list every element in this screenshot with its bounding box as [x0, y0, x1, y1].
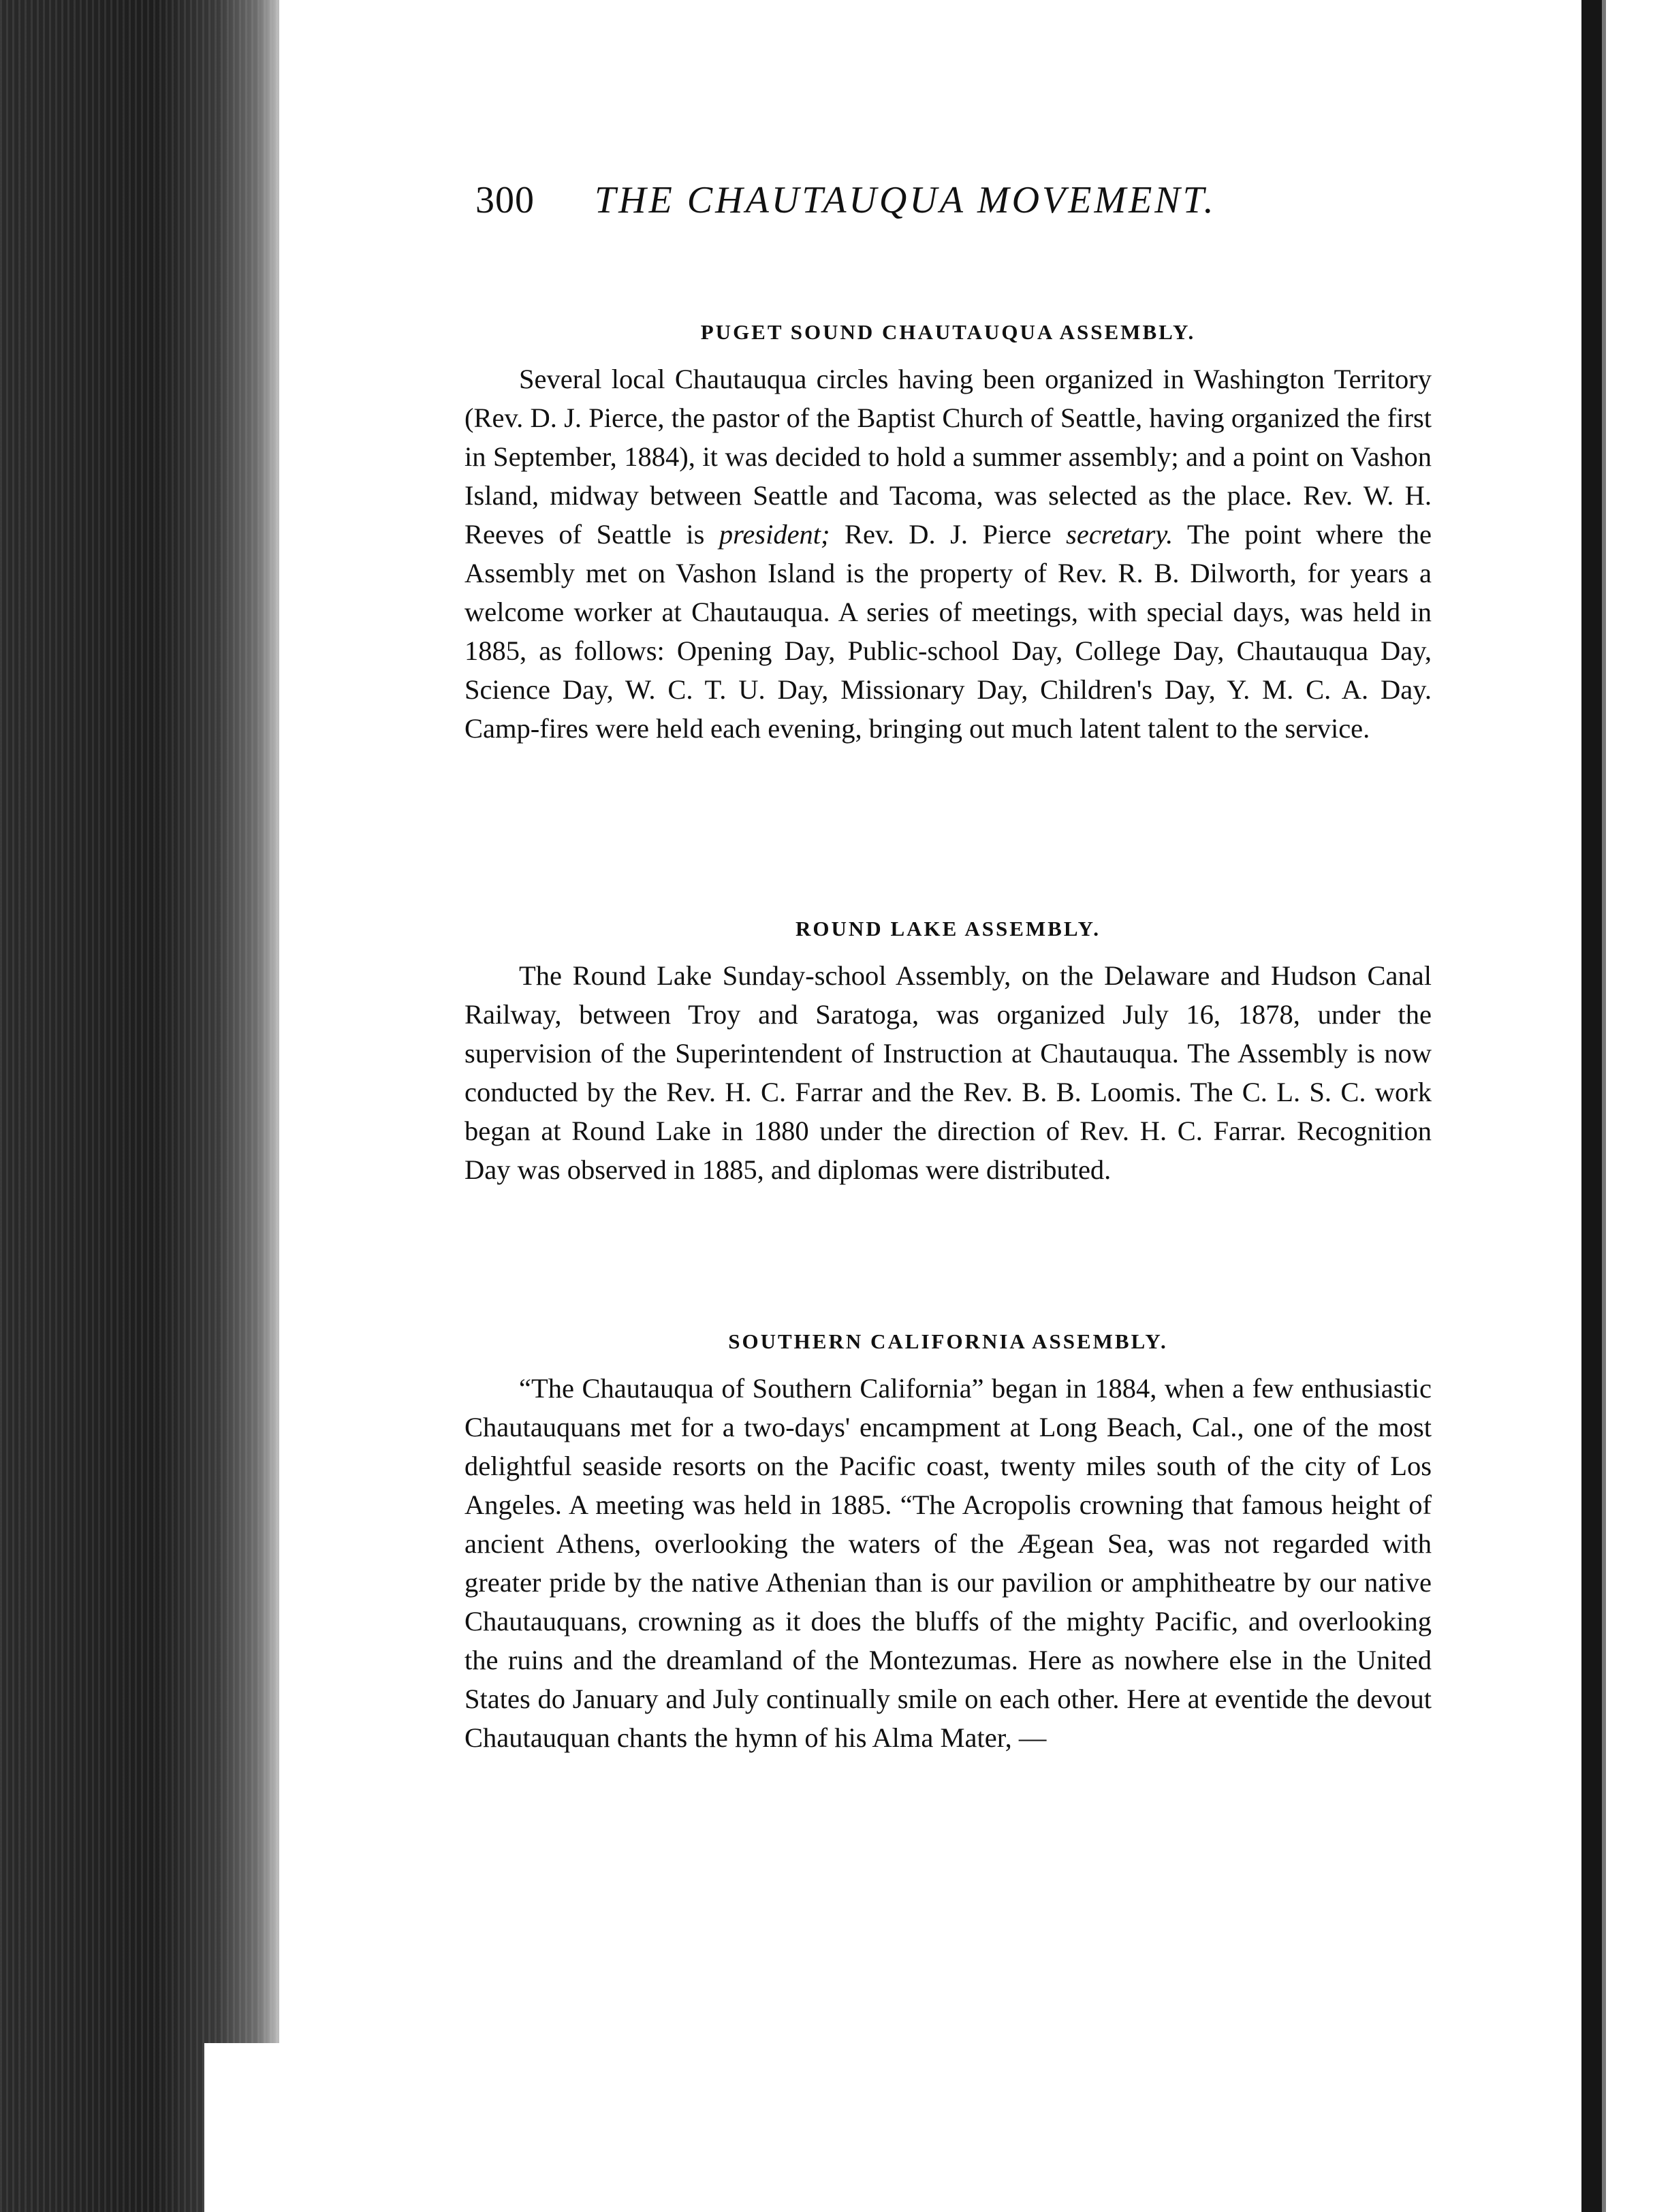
section-heading: ROUND LAKE ASSEMBLY. — [795, 917, 1101, 941]
paragraph-text: Several local Chautauqua circles having been organized in Washington Territory (Rev. D. J. Pierce, the pastor of the Baptist Church of Seattle, having organized the first in September, 1884), it was decided to hold a summer assembly; and a point on Vashon Island, midway between Seattle and Tacoma, was selected as the place. Rev. W. H. Reeves of Seattle is — [464, 364, 1432, 550]
section-heading: SOUTHERN CALIFORNIA ASSEMBLY. — [728, 1329, 1168, 1353]
section-round-lake — [464, 917, 1432, 1189]
section-paragraph: The Round Lake Sunday-school Assembly, on the Delaware and Hudson Canal Railway, between Troy and Saratoga, was organized July 16, 1878, under the supervision of the Superintendent of Instruction at Chautauqua. The Assembly is now conducted by the Rev. H. C. Farrar and the Rev. B. B. Loomis. The C. L. S. C. work began at Round Lake in 1880 under the direction of Rev. H. C. Farrar. Recognition Day was observed in 1885, and diplomas were distributed. — [464, 960, 1432, 1185]
section-paragraph — [464, 360, 1432, 748]
section-southern-california — [464, 1329, 1432, 1757]
paragraph-text: Rev. D. J. Pierce — [830, 519, 1067, 550]
italic-text: secretary. — [1066, 519, 1173, 550]
section-puget-sound — [464, 320, 1432, 748]
running-title: THE CHAUTAUQUA MOVEMENT. — [595, 179, 1216, 221]
paragraph-text: The point where the Assembly met on Vashon Island is the property of Rev. R. B. Dilworth, for years a welcome worker at Chautauqua. A series of meetings, with special days, was held in 1885, as follows: Opening Day, Public-school Day, College Day, Chautauqua Day, Science Day, W. C. T. U. Day, Missionary Day, Children's Day, Y. M. C. A. Day. Camp-fires were held each evening, bringing out much latent talent to the service. — [464, 519, 1432, 744]
italic-text: president; — [719, 519, 830, 550]
page-number: 300 — [475, 179, 535, 221]
scanned-page-edges — [0, 0, 279, 2212]
running-head — [475, 178, 1483, 222]
section-paragraph: “The Chautauqua of Southern California” began in 1884, when a few enthusiastic Chautauquans met for a two-days' encampment at Long Beach, Cal., one of the most delightful seaside resorts on the Pacific coast, twenty miles south of the city of Los Angeles. A meeting was held in 1885. “The Acropolis crowning that famous height of ancient Athens, overlooking the waters of the Ægean Sea, was not regarded with greater pride by the native Athenian than is our pavilion or amphitheatre by our native Chautauquans, crowning as it does the bluffs of the mighty Pacific, and overlooking the ruins and the dreamland of the Montezumas. Here as nowhere else in the United States do January and July continually smile on each other. Here at eventide the devout Chautauquan chants the hymn of his Alma Mater, — — [464, 1373, 1432, 1753]
book-page — [286, 0, 1573, 2212]
book-binding — [1581, 0, 1602, 2212]
section-heading: PUGET SOUND CHAUTAUQUA ASSEMBLY. — [700, 320, 1196, 344]
facing-page-edge — [1602, 0, 1670, 2212]
